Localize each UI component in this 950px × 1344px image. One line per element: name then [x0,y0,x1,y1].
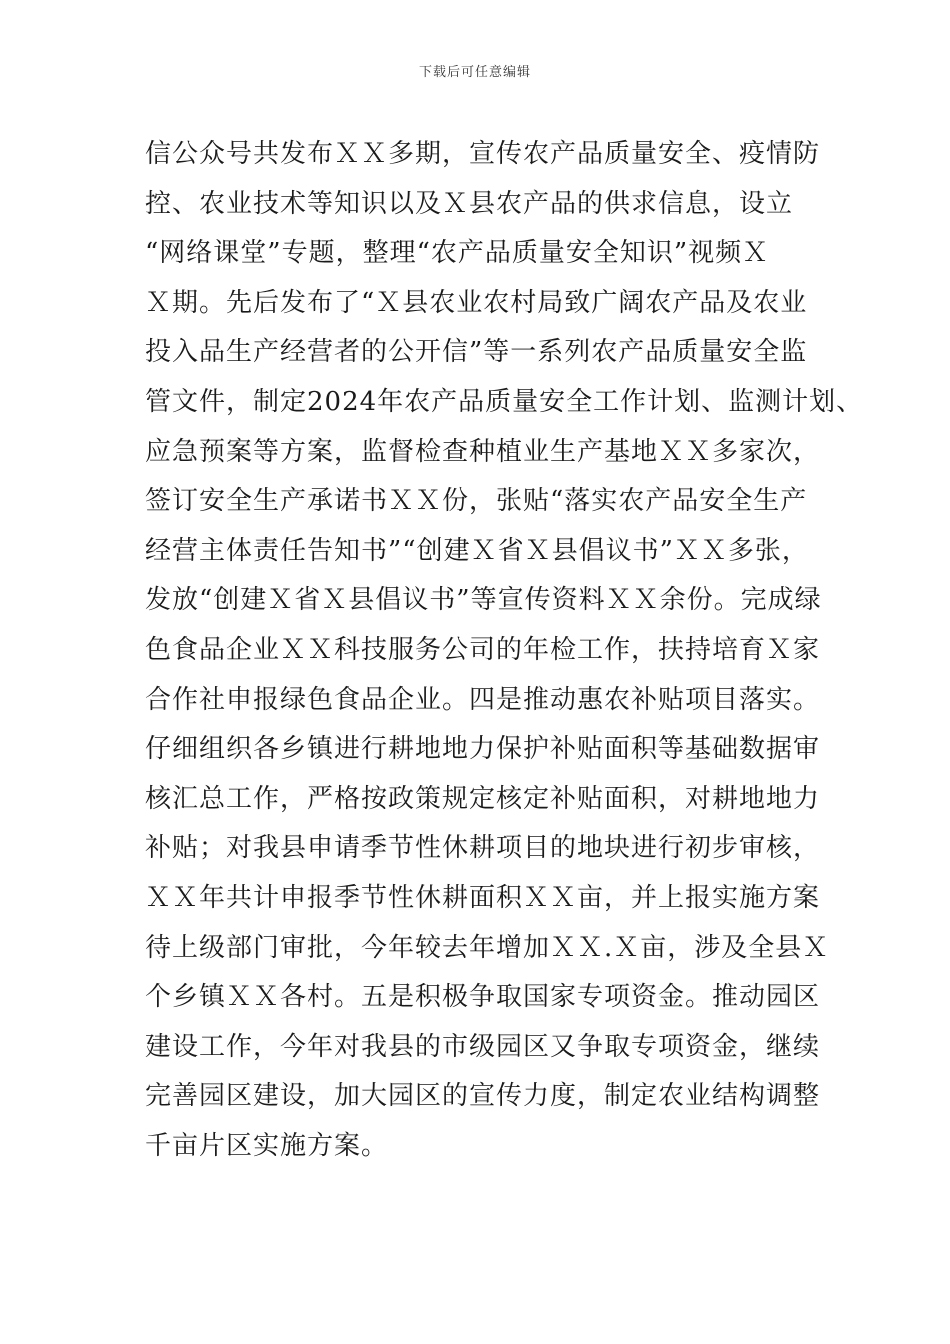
text-line: 核汇总工作，严格按政策规定核定补贴面积，对耕地地力 [145,783,821,814]
text-line: 投入品生产经营者的公开信”等一系列农产品质量安全监 [145,337,808,368]
text-line: 补贴；对我县申请季节性休耕项目的地块进行初步审核， [145,833,821,864]
text-line: 应急预案等方案，监督检查种植业生产基地ＸＸ多家次， [145,436,821,467]
text-line: 签订安全生产承诺书ＸＸ份，张贴“落实农产品安全生产 [145,486,808,517]
text-line: 个乡镇ＸＸ各村。五是积极争取国家专项资金。推动园区 [145,982,821,1013]
text-line: 千亩片区实施方案。 [145,1130,389,1161]
text-line: 发放“创建Ｘ省Ｘ县倡议书”等宣传资料ＸＸ余份。完成绿 [145,585,822,616]
body-text [145,130,864,1171]
text-line: 建设工作，今年对我县的市级园区又争取专项资金，继续 [145,1031,821,1062]
text-line: 信公众号共发布ＸＸ多期，宣传农产品质量安全、疫情防 [145,139,821,169]
text-line: 待上级部门审批，今年较去年增加ＸＸ.Ｘ亩，涉及全县Ｘ [145,932,830,963]
text-line: “网络课堂”专题，整理“农产品质量安全知识”视频Ｘ [145,238,770,269]
text-line: 管文件，制定2024年农产品质量安全工作计划、监测计划、 [145,386,864,417]
text-line: 控、农业技术等知识以及Ｘ县农产品的供求信息，设立 [145,188,794,219]
text-line: 仔细组织各乡镇进行耕地地力保护补贴面积等基础数据审 [145,734,821,765]
page-header: 下载后可任意编辑 [418,65,531,80]
text-line: 色食品企业ＸＸ科技服务公司的年检工作，扶持培育Ｘ家 [145,634,821,665]
text-line: 完善园区建设，加大园区的宣传力度，制定农业结构调整 [145,1081,821,1112]
text-line: 经营主体责任告知书”“创建Ｘ省Ｘ县倡议书”ＸＸ多张， [145,535,809,566]
text-line: Ｘ期。先后发布了“Ｘ县农业农村局致广阔农产品及农业 [145,287,808,318]
text-line: ＸＸ年共计申报季节性休耕面积ＸＸ亩，并上报实施方案 [145,882,821,913]
text-line: 合作社申报绿色食品企业。四是推动惠农补贴项目落实。 [145,684,821,715]
